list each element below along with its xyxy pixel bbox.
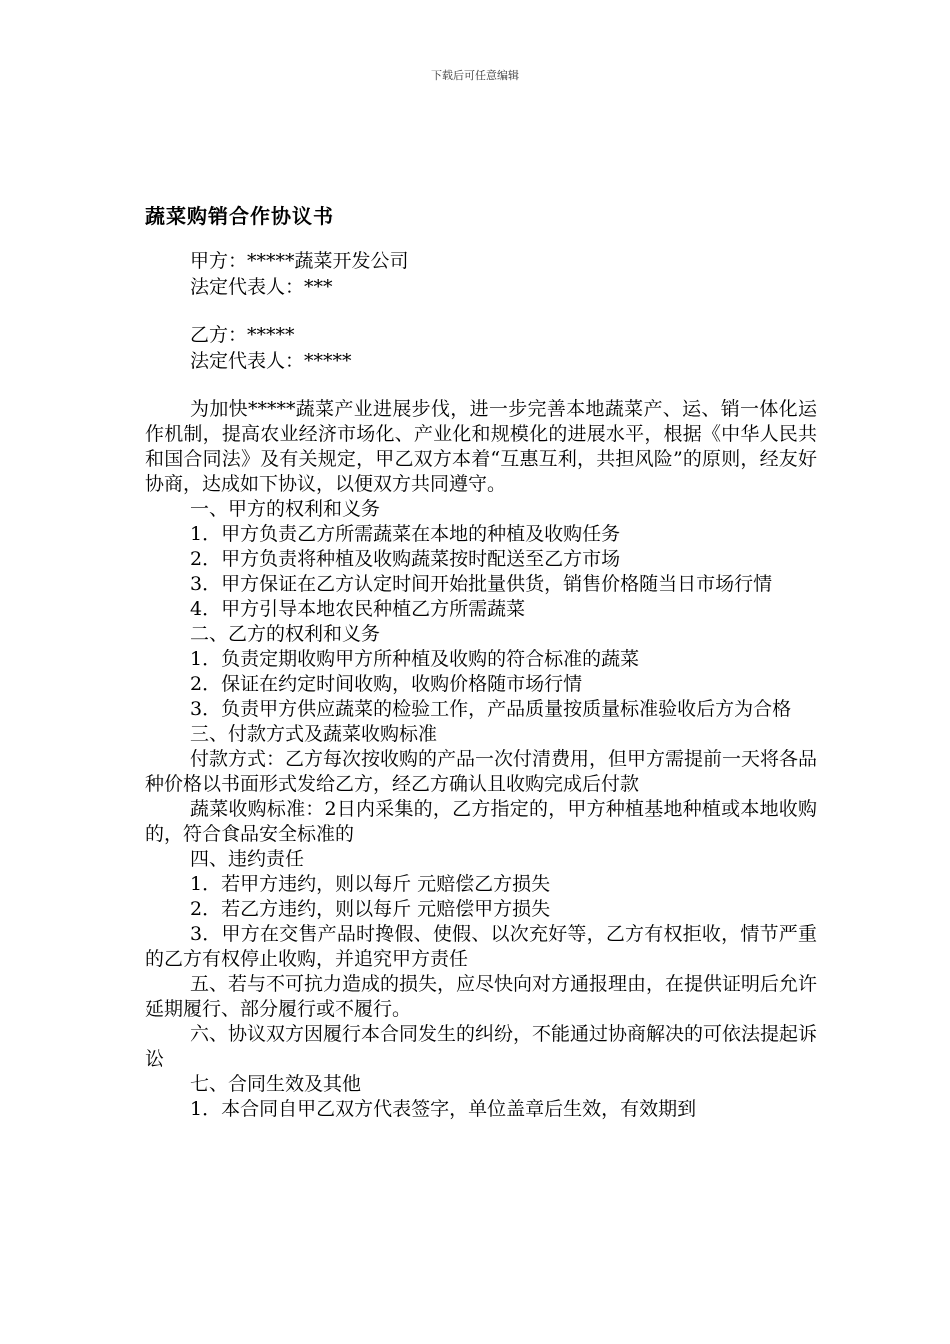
section-heading-breach: 四、违约责任 bbox=[190, 848, 305, 870]
clause-paragraph: 2．若乙方违约，则以每斤 元赔偿甲方损失 bbox=[190, 898, 551, 920]
party-a-name: 甲方：*****蔬菜开发公司 bbox=[190, 250, 409, 272]
section-force-majeure: 五、若与不可抗力造成的损失，应尽快向对方通报理由，在提供证明后允许延期履行、部分履行或不履行。 bbox=[145, 973, 818, 1020]
section-heading-payment: 三、付款方式及蔬菜收购标准 bbox=[190, 723, 438, 745]
section-heading-party-b-rights: 二、乙方的权利和义务 bbox=[190, 623, 381, 645]
clause-paragraph: 1．若甲方违约，则以每斤 元赔偿乙方损失 bbox=[190, 873, 551, 895]
section-disputes: 六、协议双方因履行本合同发生的纠纷，不能通过协商解决的可依法提起诉讼 bbox=[145, 1023, 818, 1070]
page-header-note: 下载后可任意编辑 bbox=[431, 69, 519, 82]
section-heading-party-a-rights: 一、甲方的权利和义务 bbox=[190, 498, 381, 520]
agreement-body bbox=[145, 397, 817, 1122]
document-title: 蔬菜购销合作协议书 bbox=[145, 204, 334, 228]
clause-paragraph: 1．负责定期收购甲方所种植及收购的符合标准的蔬菜 bbox=[190, 648, 640, 670]
preamble-paragraph: 为加快*****蔬菜产业进展步伐，进一步完善本地蔬菜产、运、销一体化运作机制，提高农业经济市场化、产业化和规模化的进展水平，根据《中华人民共和国合同法》及有关规定，甲乙双方本着“互惠互利，共担风险”的原则，经友好协商，达成如下协议，以便双方共同遵守。 bbox=[145, 398, 817, 495]
party-a-block bbox=[190, 248, 409, 300]
clause-paragraph: 蔬菜收购标准：2日内采集的，乙方指定的，甲方种植基地种植或本地收购的，符合食品安全标准的 bbox=[145, 798, 817, 845]
clause-paragraph: 1．本合同自甲乙双方代表签字，单位盖章后生效，有效期到 bbox=[190, 1098, 697, 1120]
party-b-name: 乙方：***** bbox=[190, 324, 295, 346]
clause-paragraph: 付款方式：乙方每次按收购的产品一次付清费用，但甲方需提前一天将各品种价格以书面形式发给乙方，经乙方确认且收购完成后付款 bbox=[145, 748, 818, 795]
clause-paragraph: 2．保证在约定时间收购，收购价格随市场行情 bbox=[190, 673, 583, 695]
section-heading-effectiveness: 七、合同生效及其他 bbox=[190, 1073, 362, 1095]
clause-paragraph: 3．甲方保证在乙方认定时间开始批量供货，销售价格随当日市场行情 bbox=[190, 573, 773, 595]
clause-paragraph: 3．甲方在交售产品时搀假、使假、以次充好等，乙方有权拒收，情节严重的乙方有权停止收购，并追究甲方责任 bbox=[145, 923, 817, 970]
party-a-representative: 法定代表人：*** bbox=[190, 276, 333, 298]
party-b-representative: 法定代表人：***** bbox=[190, 350, 352, 372]
clause-paragraph: 1．甲方负责乙方所需蔬菜在本地的种植及收购任务 bbox=[190, 523, 621, 545]
clause-paragraph: 2．甲方负责将种植及收购蔬菜按时配送至乙方市场 bbox=[190, 548, 621, 570]
party-b-block bbox=[190, 322, 352, 374]
clause-paragraph: 3．负责甲方供应蔬菜的检验工作，产品质量按质量标准验收后方为合格 bbox=[190, 698, 792, 720]
clause-paragraph: 4．甲方引导本地农民种植乙方所需蔬菜 bbox=[190, 598, 526, 620]
